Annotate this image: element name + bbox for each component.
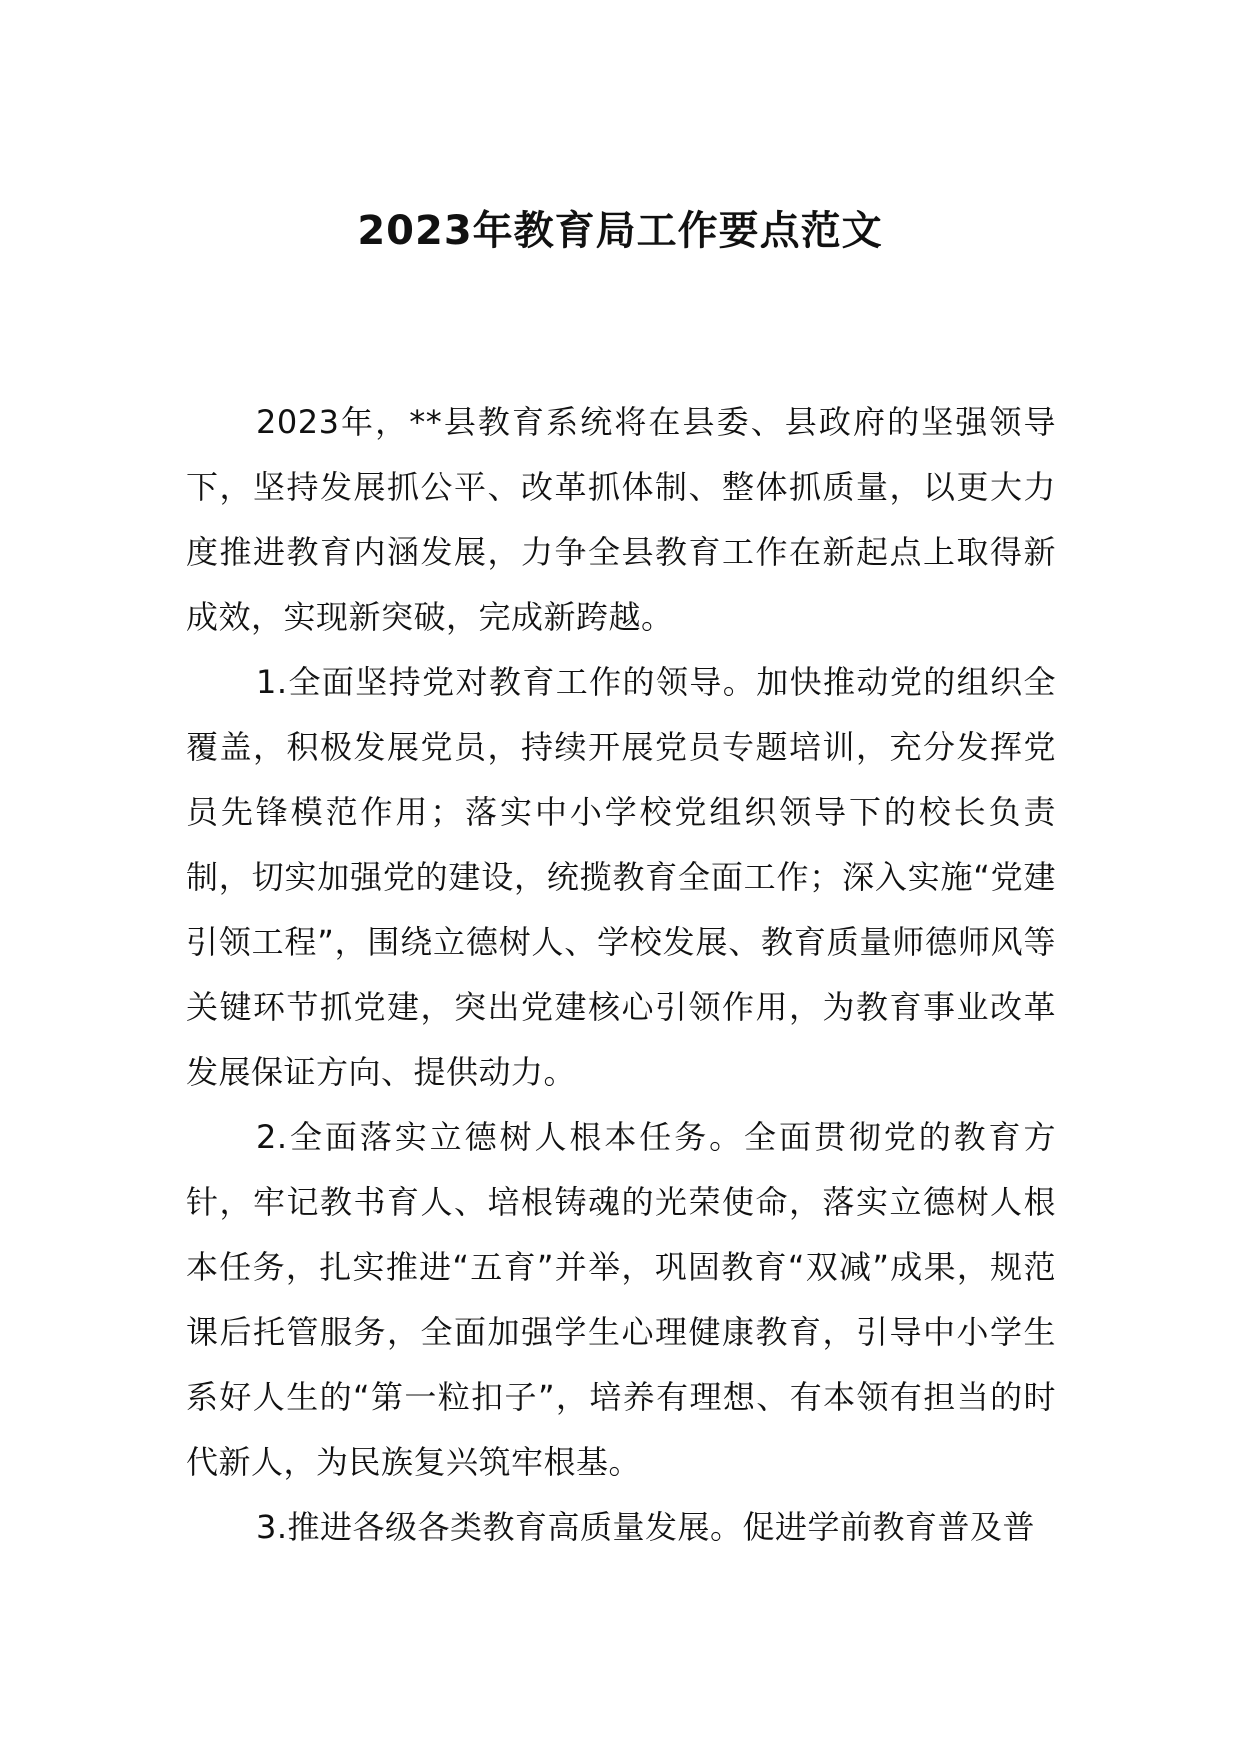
document-title: 2023年教育局工作要点范文 (357, 208, 883, 254)
section-3-paragraph: 3.推进各级各类教育高质量发展。促进学前教育普及普 (256, 1508, 1036, 1546)
section-1-paragraph: 1.全面坚持党对教育工作的领导。加快推动党的组织全覆盖，积极发展党员，持续开展党员专题培训，充分发挥党员先锋模范作用；落实中小学校党组织领导下的校长负责制，切实加强党的建设，统揽教育全面工作；深入实施“党建引领工程”，围绕立德树人、学校发展、教育质量师德师风等关键环节抓党建，突出党建核心引领作用，为教育事业改革发展保证方向、提供动力。 (186, 663, 1056, 1091)
intro-paragraph: 2023年，**县教育系统将在县委、县政府的坚强领导下，坚持发展抓公平、改革抓体制、整体抓质量，以更大力度推进教育内涵发展，力争全县教育工作在新起点上取得新成效，实现新突破，完成新跨越。 (186, 403, 1056, 636)
document-body (186, 390, 1056, 1560)
section-2-paragraph: 2.全面落实立德树人根本任务。全面贯彻党的教育方针，牢记教书育人、培根铸魂的光荣使命，落实立德树人根本任务，扎实推进“五育”并举，巩固教育“双减”成果，规范课后托管服务，全面加强学生心理健康教育，引导中小学生系好人生的“第一粒扣子”，培养有理想、有本领有担当的时代新人，为民族复兴筑牢根基。 (186, 1118, 1056, 1481)
